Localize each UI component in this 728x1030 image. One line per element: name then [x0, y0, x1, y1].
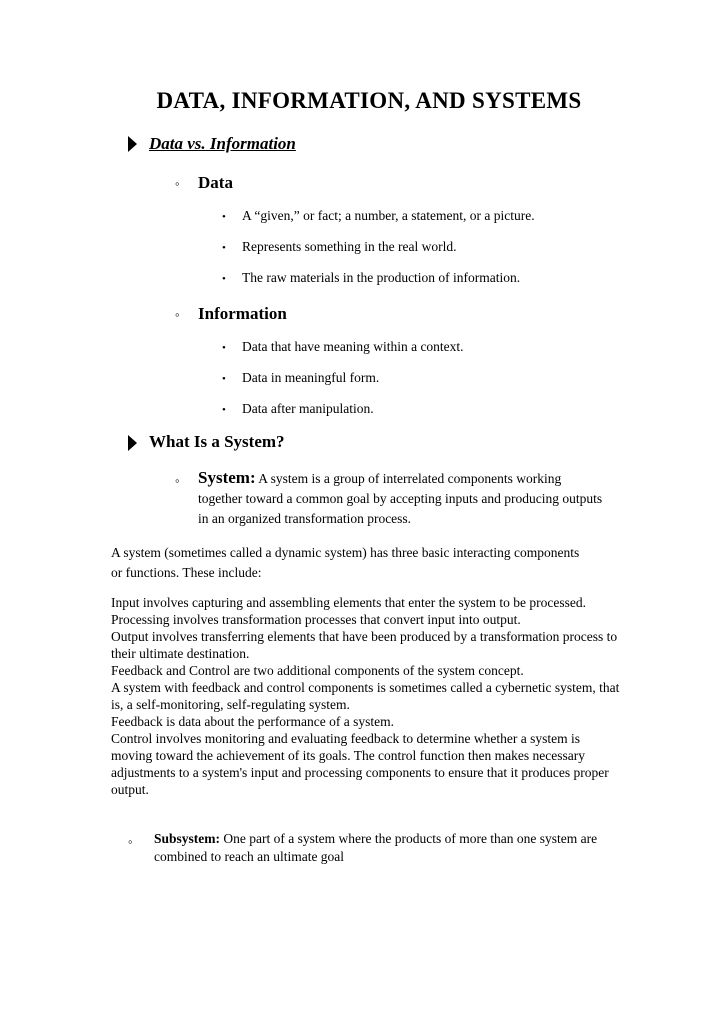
dot-bullet-icon: • [222, 373, 226, 385]
cybernetic-paragraph: A system with feedback and control components is sometimes called a cybernetic system, that is, a self-monitoring, self-regulating system. [111, 680, 620, 712]
subheading-information: Information [198, 304, 287, 323]
list-item: A “given,” or fact; a number, a statement, or a picture. [242, 208, 535, 223]
feedback-control-paragraph: Feedback and Control are two additional components of the system concept. [111, 663, 524, 678]
control-paragraph: Control involves monitoring and evaluating feedback to determine whether a system is moving toward the achievement of its goals. The control function then makes necessary adjustments to a system's input and processing components to ensure that it produces proper output. [111, 731, 609, 797]
circle-bullet-icon: ◦ [175, 473, 180, 488]
output-paragraph: Output involves transferring elements that have been produced by a transformation process to their ultimate destination. [111, 629, 618, 661]
dot-bullet-icon: • [222, 273, 226, 285]
system-term: System: [198, 468, 256, 487]
dot-bullet-icon: • [222, 211, 226, 223]
system-definition [198, 468, 608, 529]
subsystem-definition-text: One part of a system where the products of more than one system are combined to reach an ultimate goal [154, 831, 598, 864]
system-definition-text: A system is a group of interrelated components working together toward a common goal by accepting inputs and producing outputs in an organized transformation process. [198, 471, 603, 526]
section-heading-data-vs-information: Data vs. Information [149, 134, 296, 153]
dot-bullet-icon: • [222, 342, 226, 354]
dot-bullet-icon: • [222, 404, 226, 416]
subsystem-definition [154, 830, 622, 866]
list-item: The raw materials in the production of information. [242, 270, 521, 285]
circle-bullet-icon: ◦ [128, 834, 133, 849]
dot-bullet-icon: • [222, 242, 226, 254]
circle-bullet-icon: ◦ [175, 176, 180, 191]
list-item: Represents something in the real world. [242, 239, 457, 254]
page-title: DATA, INFORMATION, AND SYSTEMS [156, 88, 582, 113]
section-heading-what-is-a-system: What Is a System? [149, 432, 285, 451]
list-item: Data after manipulation. [242, 401, 374, 416]
intro-paragraph: A system (sometimes called a dynamic system) has three basic interacting components or functions. These include: [111, 545, 580, 580]
feedback-definition-paragraph: Feedback is data about the performance of a system. [111, 714, 395, 729]
list-item: Data that have meaning within a context. [242, 339, 464, 354]
input-processing-paragraph: Input involves capturing and assembling elements that enter the system to be processed. Processing involves transformation processes that convert input into output. [111, 595, 587, 627]
triangle-bullet-icon [128, 435, 137, 451]
body-text [111, 594, 621, 798]
list-item: Data in meaningful form. [242, 370, 380, 385]
subheading-data: Data [198, 173, 233, 192]
circle-bullet-icon: ◦ [175, 307, 180, 322]
triangle-bullet-icon [128, 136, 137, 152]
subsystem-term: Subsystem: [154, 831, 221, 846]
